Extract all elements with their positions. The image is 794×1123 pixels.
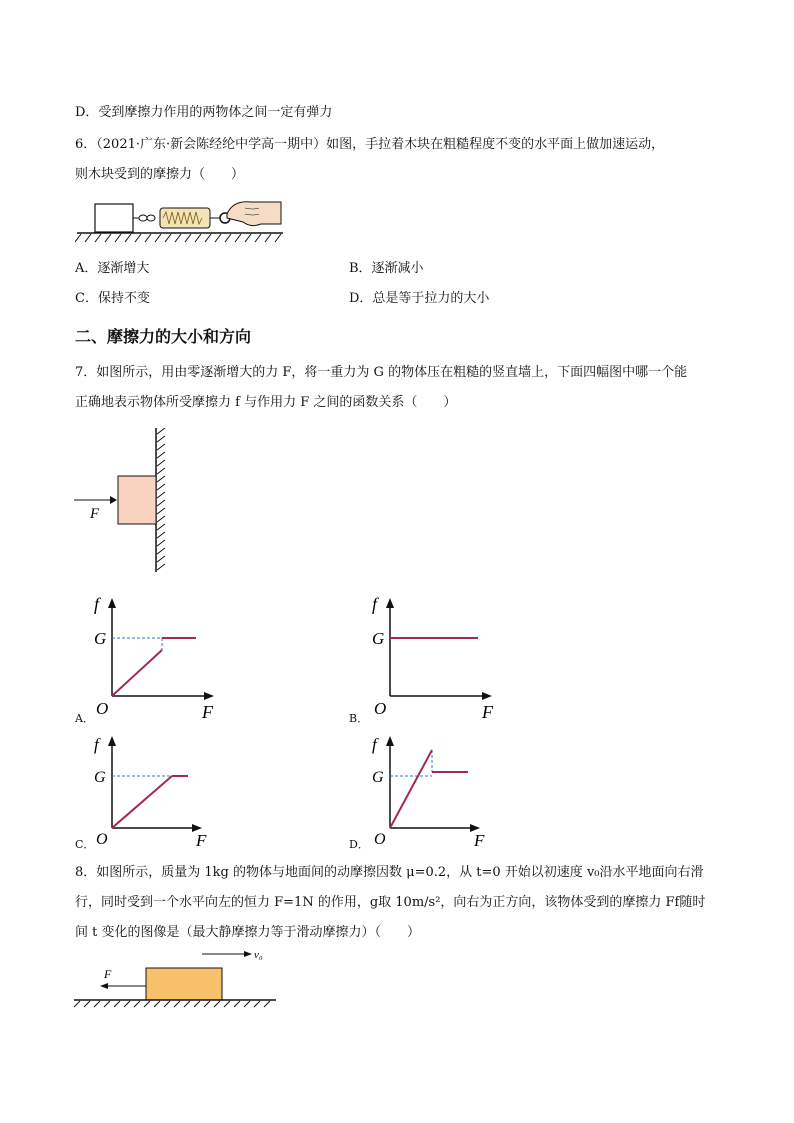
q8-stem-line3: 间 t 变化的图像是（最大静摩擦力等于滑动摩擦力）（ ） xyxy=(75,925,420,940)
q8-force-label: F xyxy=(104,967,112,981)
graph-b-y-label: f xyxy=(372,594,378,614)
graph-d-g-label: G xyxy=(372,769,384,786)
graph-d-origin: O xyxy=(374,831,386,848)
graph-c-g-label: G xyxy=(94,769,106,786)
q6-stem-line1: 6．（2021·广东·新会陈经纶中学高一期中）如图，手拉着木块在粗糙程度不变的水平面上做加速运动， xyxy=(75,137,665,152)
q8-figure xyxy=(72,944,282,1014)
graph-b-origin: O xyxy=(374,699,387,718)
graph-d-y-label: f xyxy=(372,735,377,754)
graph-c-option: C． xyxy=(75,838,95,851)
graph-b-option: B． xyxy=(349,712,369,725)
graph-a-g-label: G xyxy=(94,629,107,648)
graph-c-x-label: F xyxy=(196,831,207,850)
q8-stem-line1: 8．如图所示，质量为 1kg 的物体与地面间的动摩擦因数 μ=0.2，从 t=0 开始以初速度 v₀沿水平地面向右滑 xyxy=(75,865,704,880)
q7-graph-b xyxy=(370,594,510,724)
q7-stem-line1: 7．如图所示，用由零逐渐增大的力 F，将一重力为 G 的物体压在粗糙的竖直墙上，下面四幅图中哪一个能 xyxy=(75,365,688,380)
q7-graph-c xyxy=(92,732,222,850)
q6-option-a: A．逐渐增大 xyxy=(75,261,150,276)
q7-force-label: F xyxy=(90,506,100,522)
graph-d-option: D． xyxy=(349,838,369,851)
q6-option-c: C．保持不变 xyxy=(75,291,150,306)
q7-stem-line2: 正确地表示物体所受摩擦力 f 与作用力 F 之间的函数关系（ ） xyxy=(75,395,457,410)
q7-graph-a xyxy=(92,594,232,724)
q6-figure xyxy=(75,196,285,246)
graph-a-origin: O xyxy=(96,699,109,718)
q8-velocity-label: v₀ xyxy=(254,949,263,961)
q8-stem-line2: 行，同时受到一个水平向左的恒力 F=1N 的作用，g取 10m/s²，向右为正方向，该物体受到的摩擦力 Ff随时 xyxy=(75,895,706,910)
q5-option-d: D．受到摩擦力作用的两物体之间一定有弹力 xyxy=(75,105,333,120)
graph-b-x-label: F xyxy=(482,702,493,722)
q6-stem-line2: 则木块受到的摩擦力（ ） xyxy=(75,167,245,182)
q6-option-b: B．逐渐减小 xyxy=(349,261,424,276)
graph-c-origin: O xyxy=(96,831,108,848)
graph-d-x-label: F xyxy=(474,831,485,850)
graph-b-g-label: G xyxy=(372,629,385,648)
q7-graph-d xyxy=(370,732,500,850)
graph-c-y-label: f xyxy=(94,735,99,754)
graph-a-y-label: f xyxy=(94,594,100,614)
q6-option-d: D．总是等于拉力的大小 xyxy=(349,291,490,306)
section-title: 二、摩擦力的大小和方向 xyxy=(75,327,252,346)
q7-wall-figure xyxy=(70,428,180,574)
graph-a-x-label: F xyxy=(202,702,213,722)
graph-a-option: A． xyxy=(75,712,94,725)
